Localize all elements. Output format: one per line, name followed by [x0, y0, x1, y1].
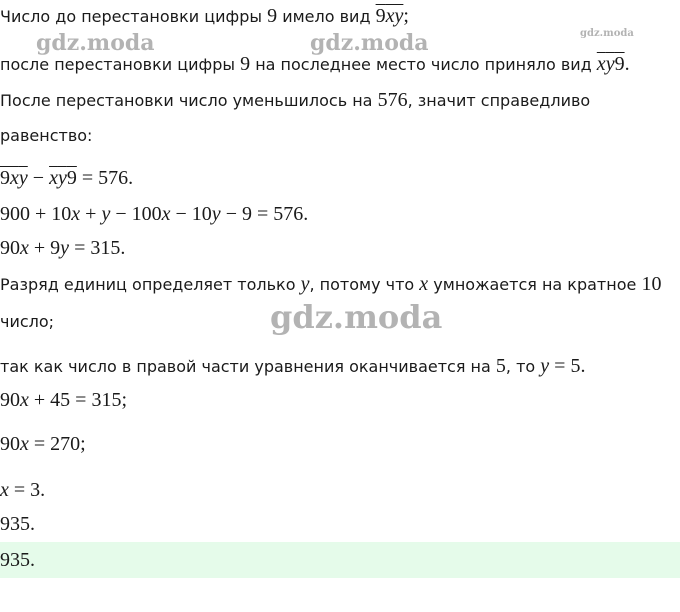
text-line: после перестановки цифры 9 на последнее место число приняло вид xy9.	[0, 53, 630, 75]
overlined-number: 9xy	[0, 167, 28, 189]
math: 576	[377, 89, 408, 111]
text-line: Число до перестановки цифры 9 имело вид 9xy;	[0, 5, 409, 27]
equation: 90x = 270;	[0, 433, 86, 455]
math: 9	[240, 53, 251, 75]
text-line: равенство:	[0, 126, 93, 145]
equation: 90x + 45 = 315;	[0, 389, 128, 411]
math: y	[300, 273, 310, 295]
watermark: gdz.moda	[270, 298, 443, 336]
equation: 90x + 9y = 315.	[0, 237, 126, 259]
equation: 935.	[0, 513, 35, 535]
math: 10	[641, 273, 662, 295]
text-line: Разряд единиц определяет только y, потому что x умножается на кратное 10	[0, 273, 662, 295]
text-line: После перестановки число уменьшилось на 576, значит справедливо	[0, 89, 591, 111]
math: 9	[267, 5, 278, 27]
watermark: gdz.moda	[36, 30, 155, 56]
math: 5	[495, 355, 506, 377]
answer: 935.	[0, 549, 35, 571]
equation: x = 3.	[0, 479, 46, 501]
overlined-number: 9xy	[375, 5, 404, 27]
equation: 9xy − xy9 = 576.	[0, 167, 134, 189]
math: x	[419, 273, 429, 295]
answer-highlight	[0, 542, 680, 578]
watermark: gdz.moda	[310, 30, 429, 56]
text-line: так как число в правой части уравнения оканчивается на 5, то y = 5.	[0, 355, 586, 377]
text-line: число;	[0, 312, 55, 331]
overlined-number: xy9	[596, 53, 625, 75]
equation: 900 + 10x + y − 100x − 10y − 9 = 576.	[0, 203, 309, 225]
overlined-number: xy9	[49, 167, 77, 189]
math: y	[540, 355, 550, 377]
watermark: gdz.moda	[580, 28, 634, 39]
